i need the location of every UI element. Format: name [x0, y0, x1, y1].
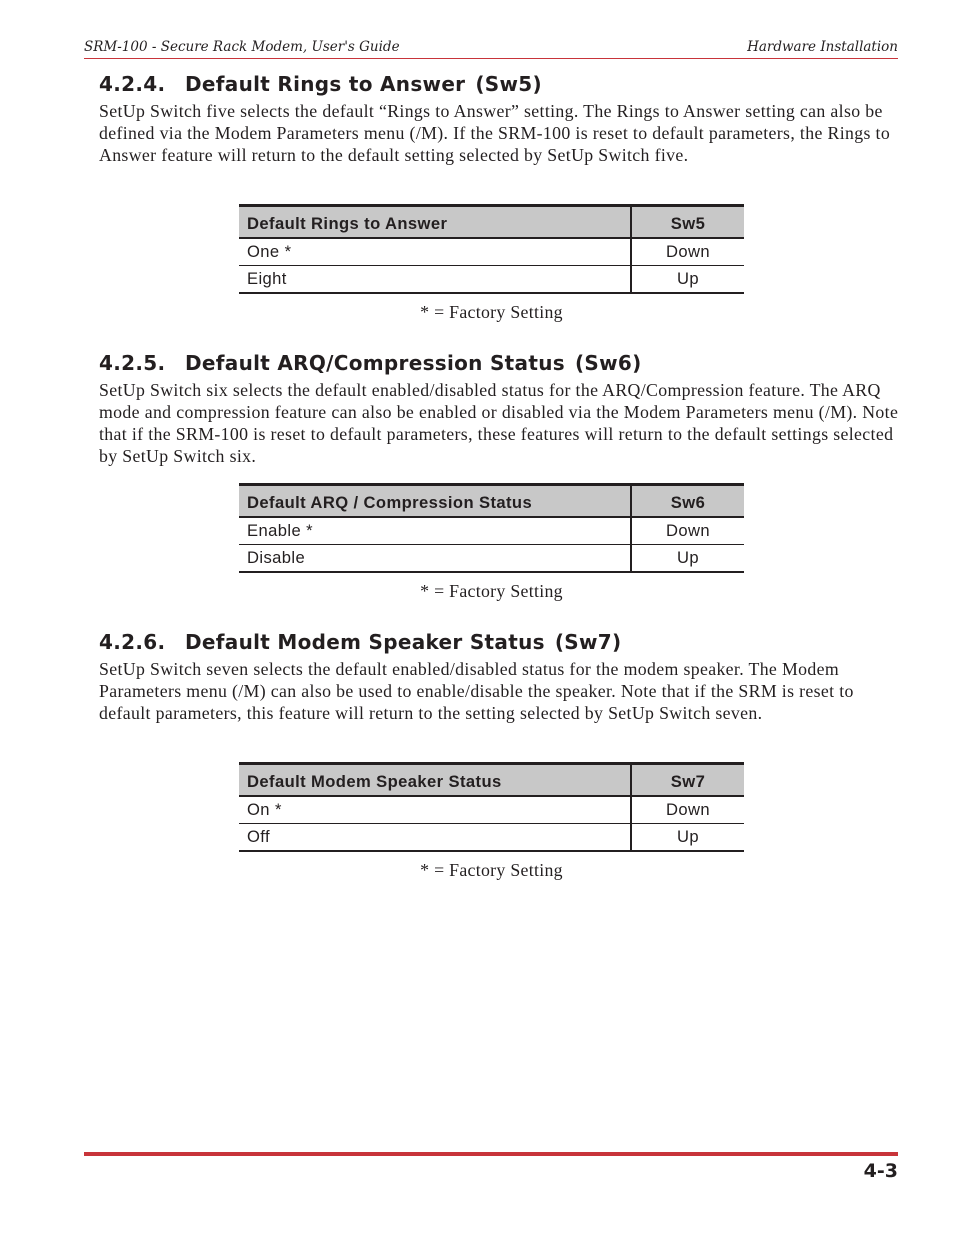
document-title: SRM-100 - Secure Rack Modem, User's Guide: [84, 39, 400, 55]
modem-speaker-table: [239, 762, 744, 852]
footer-rule: [84, 1152, 898, 1156]
section-title: Default ARQ/Compression Status: [185, 351, 565, 375]
table-header-switch: Sw6: [631, 485, 744, 518]
table-row: [239, 545, 744, 573]
section-heading: [99, 630, 899, 654]
table-header-row: [239, 485, 744, 518]
table-cell-setting: Disable: [239, 545, 631, 573]
page-number: 4-3: [863, 1160, 898, 1182]
section-title: Default Modem Speaker Status: [185, 630, 545, 654]
arq-compression-table: [239, 483, 744, 573]
section-heading: [99, 72, 899, 96]
factory-setting-note: * = Factory Setting: [420, 302, 563, 322]
table-row: [239, 796, 744, 824]
table-header-setting: Default Modem Speaker Status: [239, 764, 631, 797]
running-header: [84, 38, 898, 59]
table-cell-position: Up: [631, 266, 744, 294]
factory-setting-note: * = Factory Setting: [420, 581, 563, 601]
table-header-switch: Sw7: [631, 764, 744, 797]
table-row: [239, 238, 744, 266]
table-cell-position: Down: [631, 238, 744, 266]
table-row: [239, 517, 744, 545]
section-switch: (Sw7): [554, 630, 622, 654]
table-header-switch: Sw5: [631, 206, 744, 239]
table-cell-setting: One *: [239, 238, 631, 266]
section-rings-to-answer: [99, 72, 899, 166]
section-number: 4.2.6.: [99, 630, 166, 654]
table-cell-setting: Enable *: [239, 517, 631, 545]
table-cell-position: Up: [631, 824, 744, 852]
table-cell-setting: On *: [239, 796, 631, 824]
section-number: 4.2.5.: [99, 351, 166, 375]
table-header-row: [239, 206, 744, 239]
chapter-title: Hardware Installation: [747, 39, 898, 55]
table-header-setting: Default Rings to Answer: [239, 206, 631, 239]
table-header-row: [239, 764, 744, 797]
rings-to-answer-table: [239, 204, 744, 294]
section-heading: [99, 351, 899, 375]
factory-setting-note: * = Factory Setting: [420, 860, 563, 880]
table-header-setting: Default ARQ / Compression Status: [239, 485, 631, 518]
section-title: Default Rings to Answer: [185, 72, 466, 96]
table-row: [239, 824, 744, 852]
table-cell-setting: Eight: [239, 266, 631, 294]
section-switch: (Sw6): [574, 351, 642, 375]
section-modem-speaker: [99, 630, 899, 724]
table-cell-setting: Off: [239, 824, 631, 852]
section-arq-compression: [99, 351, 899, 467]
section-body: SetUp Switch seven selects the default enabled/disabled status for the modem speaker. The Modem Parameters menu (/M) can also be used to enable/disable the speaker. Note that if the SRM is reset to default parameters, this feature will return to the setting selected by SetUp Switch seven.: [99, 659, 854, 723]
table-cell-position: Down: [631, 796, 744, 824]
table-row: [239, 266, 744, 294]
table-cell-position: Up: [631, 545, 744, 573]
section-number: 4.2.4.: [99, 72, 166, 96]
table-cell-position: Down: [631, 517, 744, 545]
section-body: SetUp Switch five selects the default “Rings to Answer” setting. The Rings to Answer setting can also be defined via the Modem Parameters menu (/M). If the SRM-100 is reset to default parameters, the Rings to Answer feature will return to the default setting selected by SetUp Switch five.: [99, 101, 891, 165]
section-body: SetUp Switch six selects the default enabled/disabled status for the ARQ/Compression feature. The ARQ mode and compression feature can also be enabled or disabled via the Modem Parameters menu (/M). Note that if the SRM-100 is reset to default parameters, these features will return to the default settings selected by SetUp Switch six.: [99, 380, 899, 466]
section-switch: (Sw5): [475, 72, 542, 96]
